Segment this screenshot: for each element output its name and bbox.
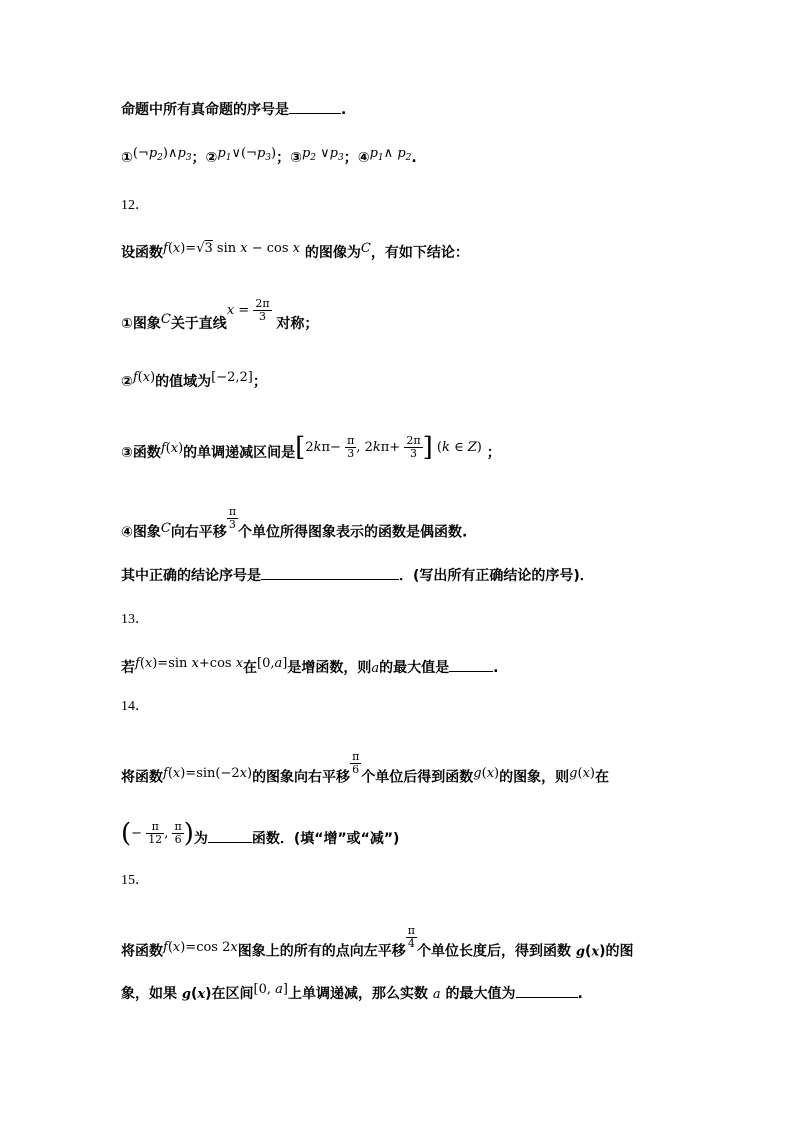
q11-options-line: $①(\neg p_2)\wedge p_3$；$②p_1\vee(\neg p_3)$；$③p_2$ $\vee p_3$；$④p_1\wedge$ $p_2$. (121, 146, 417, 166)
q12-statement-4: ④图象C向右平移 $\frac{\pi}{3}$ 个单位所得图象表示的函数是偶函数. (121, 505, 468, 541)
q12-ask-end: ．(写出所有正确结论的序号)． (399, 568, 594, 584)
q15-text-2: 象，如果 g(x)在区间[0, a]上单调递减，那么实数 a 的最大值为 . (121, 982, 583, 1002)
q14-text: 将函数f(x)=sin(−2x)的图象向右平移 $\frac{\pi}{6}$ 个单位后得到函数g(x)的图象，则g(x)在 (121, 750, 609, 786)
q12-question (121, 565, 594, 586)
q13-text: 若f(x)=sin x+cos x在[0,a]是增函数，则a的最大值是 . (121, 656, 499, 676)
q13-number: 13． (121, 612, 149, 627)
q14-answer-blank (208, 828, 252, 843)
q11-answer-blank (289, 99, 341, 114)
q14-end: 函数．(填“增”或“减”) (251, 831, 400, 847)
q12-ask-text: 其中正确的结论序号是 (121, 568, 261, 584)
q12-statement-2: ②f(x)的值域为[−2,2]； (121, 370, 267, 390)
q12-statement-3: ③函数f(x)的单调递减区间是[2kπ− $\frac{\pi}{3}$ , 2kπ+ $\frac{2\pi}{3}$ ] (k ∈ Z) ； (121, 432, 501, 463)
q11-tail-line (121, 99, 346, 120)
q15-text: 将函数f(x)=cos 2x图象上的所有的点向左平移 $\frac{\pi}{4}$ 个单位长度后，得到函数 g(x)的图 (121, 924, 634, 960)
q11-end: . (341, 102, 347, 118)
q15-end: . (577, 986, 583, 1002)
q12-statement-1: ①图象C关于直线x = $\frac{2\pi}{3}$ 对称； (121, 297, 319, 332)
q15-number: 15． (121, 873, 149, 888)
q11-tail-text: 命题中所有真命题的序号是 (121, 102, 289, 118)
q12-number: 12． (121, 198, 149, 213)
q12-intro: 设函数f(x)=√3 sin x − cos x 的图像为C，有如下结论： (121, 241, 469, 261)
q13-end: . (493, 660, 499, 676)
q12-answer-blank (261, 565, 399, 580)
q14-number: 14． (121, 699, 149, 714)
q13-answer-blank (449, 657, 493, 672)
q14-text-2: (− $\frac{\pi}{12}$ , $\frac{\pi}{6}$ )为 函数．(填“增”或“减”) (121, 818, 400, 849)
q15-answer-blank (516, 983, 578, 998)
